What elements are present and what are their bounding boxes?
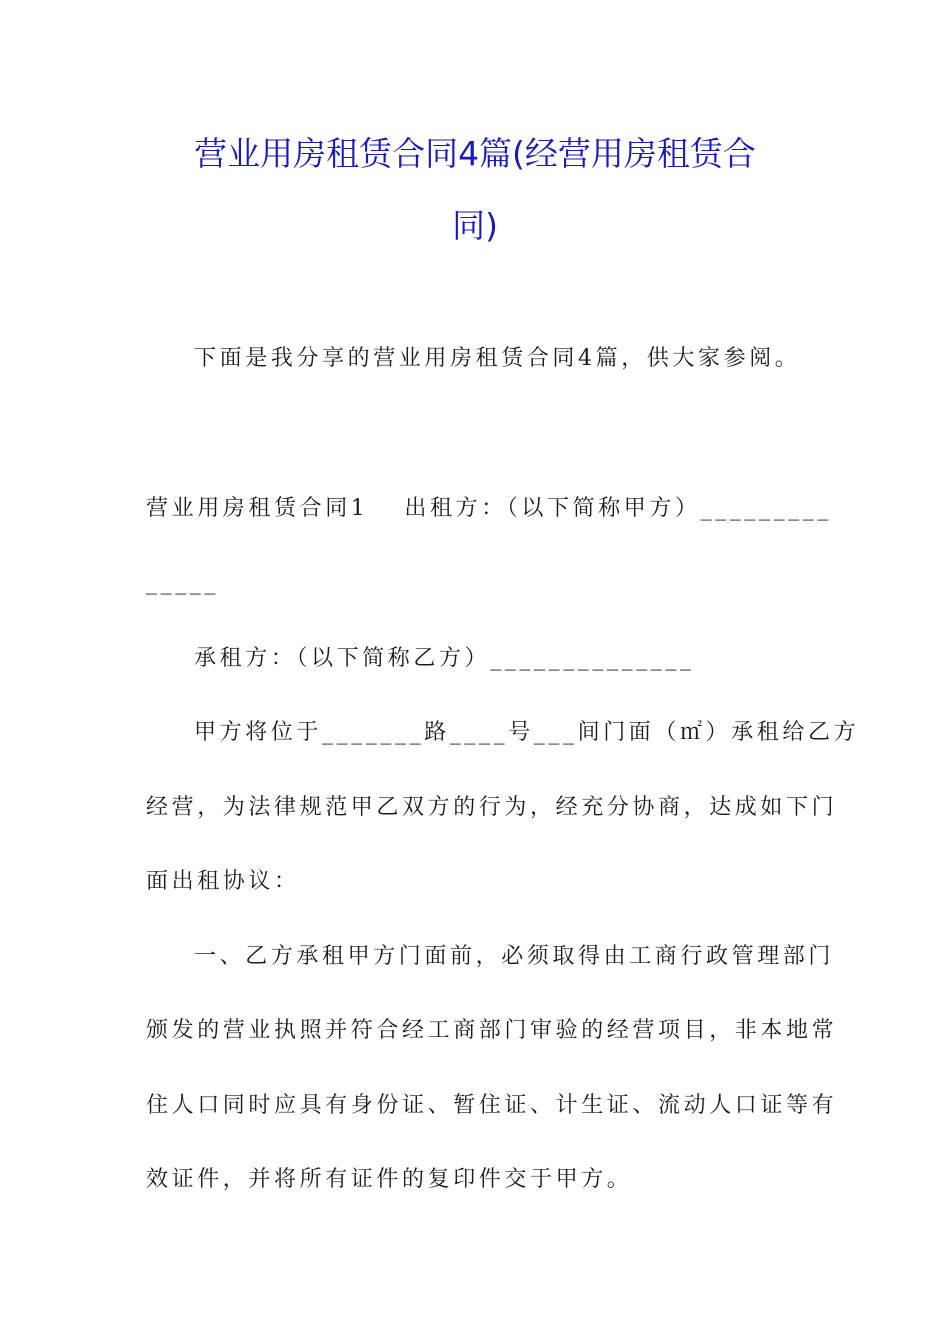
intro-paragraph: 下面是我分享的营业用房租赁合同4篇，供大家参阅。 bbox=[194, 346, 801, 371]
party-a-blank-continuation: _____ bbox=[146, 570, 219, 595]
contract-1-first-line bbox=[146, 494, 832, 524]
paragraph-1-line-2: 经营，为法律规范甲乙双方的行为，经充分协商，达成如下门 bbox=[146, 795, 838, 820]
document-title-line-2: 同) bbox=[452, 206, 498, 245]
paragraph-2-line-4: 效证件，并将所有证件的复印件交于甲方。 bbox=[146, 1167, 633, 1192]
paragraph-1-line-3: 面出租协议： bbox=[146, 869, 300, 894]
paragraph-2-line-3: 住人口同时应具有身份证、暂住证、计生证、流动人口证等有 bbox=[146, 1093, 838, 1118]
party-b-line: 承租方：（以下简称乙方）______________ bbox=[194, 646, 695, 671]
paragraph-2-line-2: 颁发的营业执照并符合经工商部门审验的经营项目，非本地常 bbox=[146, 1018, 838, 1043]
party-a-line: 出租方：（以下简称甲方）_________ bbox=[404, 496, 833, 521]
paragraph-1-line-1: 甲方将位于_______路____号___间门面（㎡）承租给乙方 bbox=[194, 720, 860, 745]
paragraph-2-line-1: 一、乙方承租甲方门面前，必须取得由工商行政管理部门 bbox=[194, 944, 835, 969]
document-title-line-1: 营业用房租赁合同4篇(经营用房租赁合 bbox=[194, 134, 756, 173]
contract-1-heading: 营业用房租赁合同1 bbox=[146, 496, 369, 521]
